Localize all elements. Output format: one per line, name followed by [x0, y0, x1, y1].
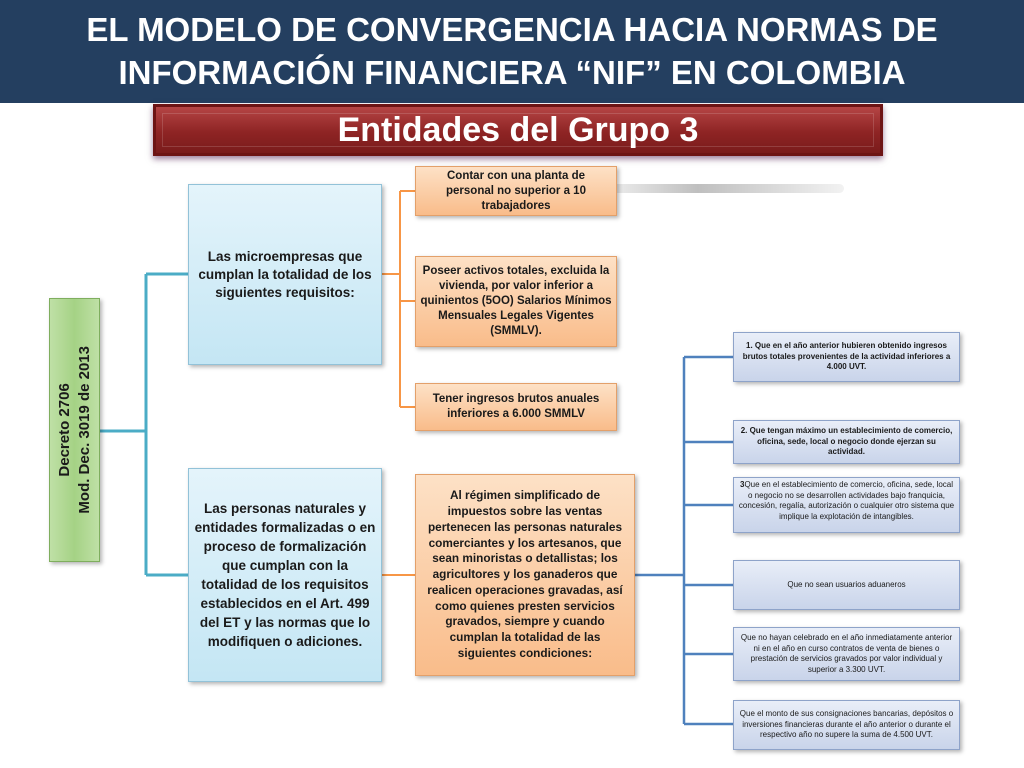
root-decree-line-2: Mod. Dec. 3019 de 2013 [75, 346, 93, 514]
micro-connectors [382, 191, 415, 575]
condition-node-1: 1. Que en el año anterior hubieren obtenido ingresos brutos totales provenientes de la actividad inferiores a 4.000 UVT. [733, 332, 960, 382]
root-decree-node [49, 298, 100, 562]
page-title-line-2: INFORMACIÓN FINANCIERA “NIF” EN COLOMBIA [118, 54, 906, 91]
condition-3-number: 3 [739, 480, 745, 489]
section-subtitle: Entidades del Grupo 3 [153, 104, 883, 156]
condition-connectors [635, 357, 733, 724]
microempresas-node: Las microempresas que cumplan la totalidad de los siguientes requisitos: [188, 184, 382, 365]
condition-node-6: Que el monto de sus consignaciones bancarias, depósitos o inversiones financieras durante el año anterior o durante el respectivo año no supere la suma de 4.500 UVT. [733, 700, 960, 750]
root-decree-label [55, 346, 95, 514]
condition-node-3 [733, 477, 960, 533]
personas-naturales-node: Las personas naturales y entidades formalizadas o en proceso de formalización que cumplan con la totalidad de los requisitos establecidos en el Art. 499 del ET y las normas que lo modifiquen o adiciones. [188, 468, 382, 682]
condition-node-2: 2. Que tengan máximo un establecimiento de comercio, oficina, sede, local o negocio donde ejerzan su actividad. [733, 420, 960, 464]
requirement-node-2: Poseer activos totales, excluida la vivienda, por valor inferior a quinientos (5OO) Salarios Mínimos Mensuales Legales Vigentes (SMMLV). [415, 256, 617, 347]
condition-3-text: Que en el establecimiento de comercio, oficina, sede, local o negocio no se desarrollen actividades bajo franquicia, concesión, regalía, autorización o cualquier otro sistema que implique la explotación de intangibles. [738, 480, 955, 521]
root-connectors [100, 274, 188, 575]
condition-node-5: Que no hayan celebrado en el año inmediatamente anterior ni en el año en curso contratos de venta de bienes o prestación de servicios gravados por valor individual y superior a 3.300 UVT. [733, 627, 960, 681]
regimen-simplificado-node: Al régimen simplificado de impuestos sobre las ventas pertenecen las personas naturales comerciantes y los artesanos, que sean minoristas o detallistas; los agricultores y los ganaderos que realicen operaciones gravadas, así como quienes presten servicios gravados, siempre y cuando cumplan la totalidad de las siguientes condiciones: [415, 474, 635, 676]
requirement-node-1: Contar con una planta de personal no superior a 10 trabajadores [415, 166, 617, 216]
root-decree-line-1: Decreto 2706 [55, 383, 73, 477]
page-title-line-1: EL MODELO DE CONVERGENCIA HACIA NORMAS DE [86, 11, 938, 48]
condition-node-4: Que no sean usuarios aduaneros [733, 560, 960, 610]
requirement-node-3: Tener ingresos brutos anuales inferiores a 6.000 SMMLV [415, 383, 617, 431]
